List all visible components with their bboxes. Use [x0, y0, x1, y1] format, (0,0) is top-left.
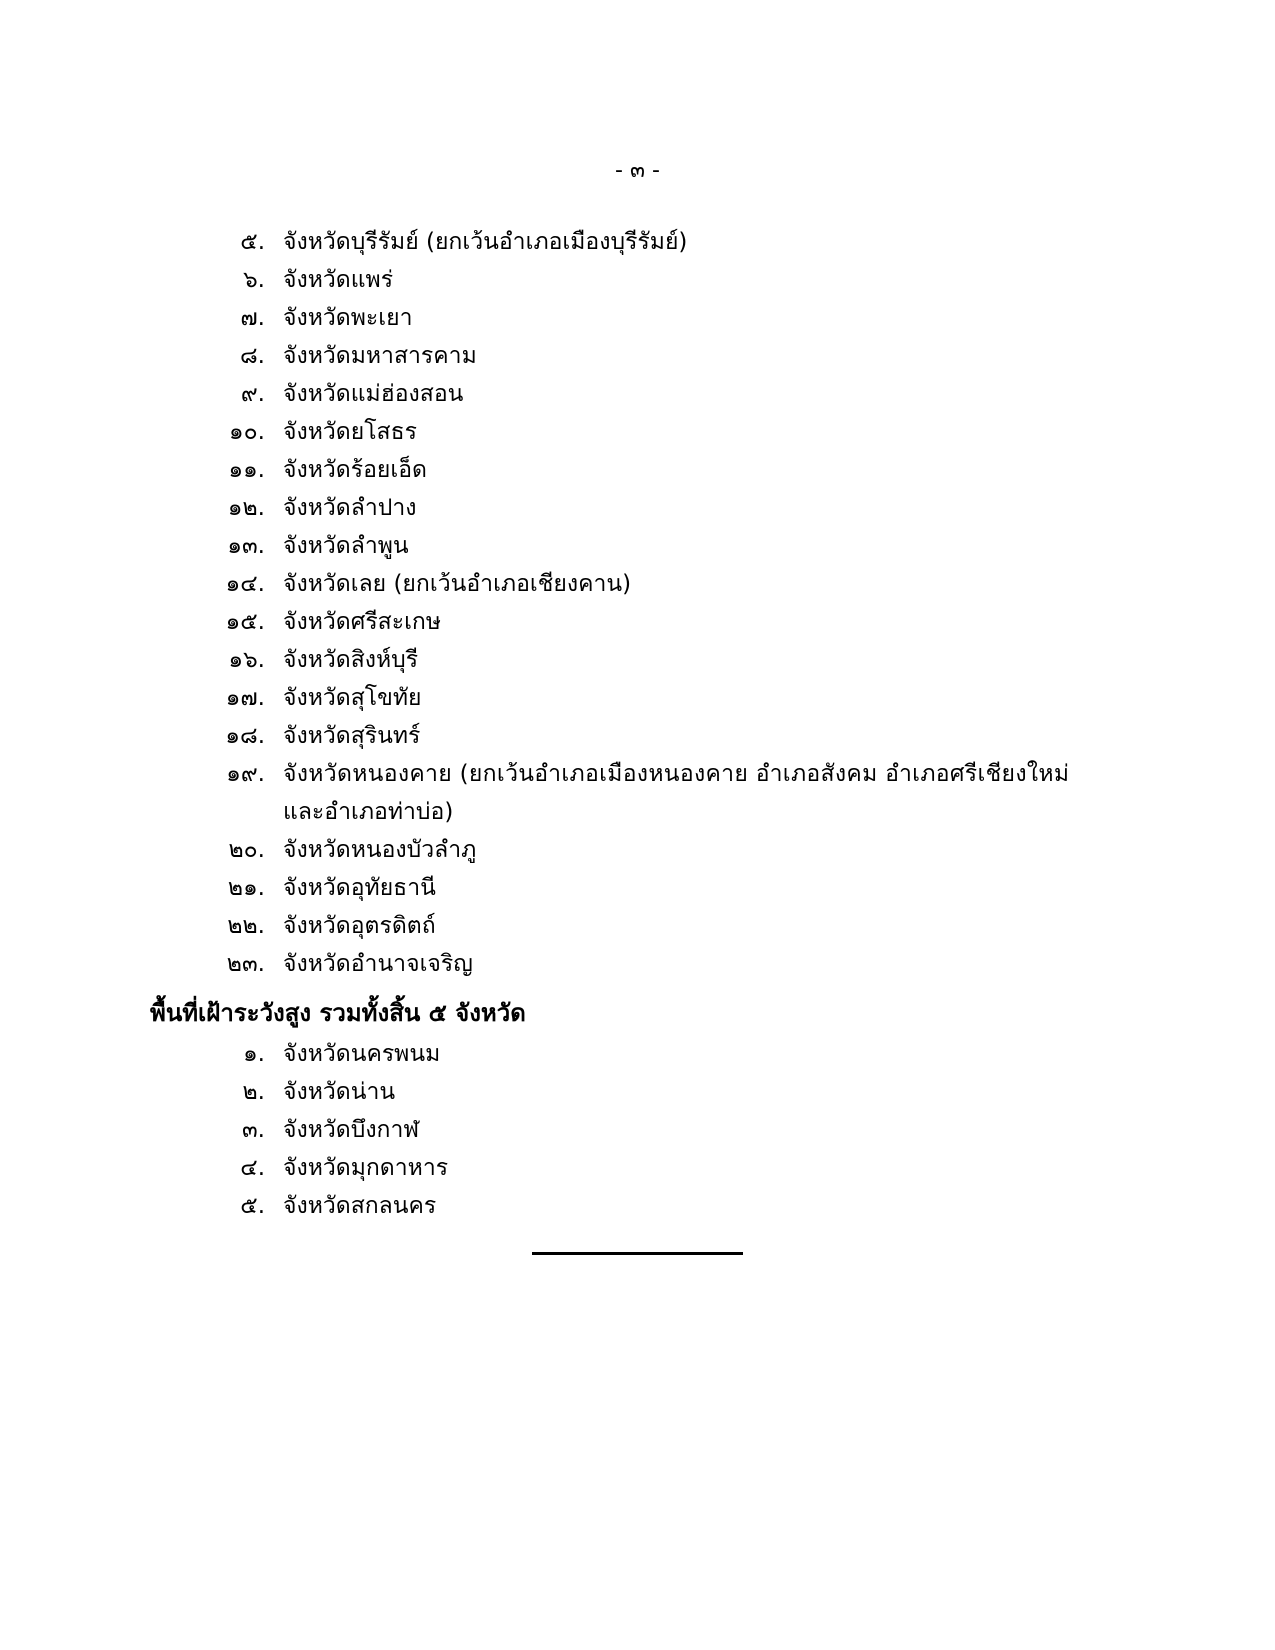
item-text: จังหวัดแม่ฮ่องสอน: [283, 381, 464, 407]
item-number: ๑๙.: [226, 761, 265, 787]
item-number: ๑.: [243, 1041, 265, 1067]
item-number: ๑๖.: [228, 647, 265, 673]
item-number: ๑๘.: [225, 723, 265, 749]
item-text: จังหวัดอุทัยธานี: [283, 875, 436, 901]
item-text: จังหวัดสุโขทัย: [283, 685, 422, 711]
item-number: ๑๔.: [225, 571, 265, 597]
item-text: จังหวัดลำพูน: [283, 533, 409, 559]
item-text: จังหวัดแพร่: [283, 267, 394, 293]
item-text: จังหวัดสุรินทร์: [283, 723, 421, 749]
item-number: ๕.: [240, 229, 265, 255]
item-number: ๗.: [240, 305, 265, 331]
item-text-continuation: และอำเภอท่าบ่อ): [283, 799, 454, 825]
item-number: ๙.: [240, 381, 265, 407]
item-text: จังหวัดมุกดาหาร: [283, 1155, 449, 1181]
item-number: ๑๓.: [227, 533, 265, 559]
item-text: จังหวัดยโสธร: [283, 419, 417, 445]
item-text: จังหวัดนครพนม: [283, 1041, 441, 1067]
item-text: จังหวัดอำนาจเจริญ: [283, 951, 473, 977]
item-text: จังหวัดอุตรดิตถ์: [283, 913, 436, 939]
item-text: จังหวัดลำปาง: [283, 495, 417, 521]
item-number: ๑๕.: [225, 609, 265, 635]
item-number: ๔.: [240, 1155, 265, 1181]
item-number: ๒๓.: [226, 951, 265, 977]
end-separator-line: [532, 1252, 743, 1255]
item-text: จังหวัดน่าน: [283, 1079, 396, 1105]
item-text: จังหวัดพะเยา: [283, 305, 413, 331]
item-number: ๒๑.: [227, 875, 265, 901]
item-number: ๑๑.: [228, 457, 265, 483]
item-text: จังหวัดบึงกาฬ: [283, 1117, 420, 1143]
item-number: ๑๒.: [227, 495, 265, 521]
item-number: ๑๐.: [229, 419, 265, 445]
item-number: ๒๒.: [227, 913, 265, 939]
item-number: ๘.: [239, 343, 265, 369]
item-number: ๒.: [242, 1079, 265, 1105]
item-text: จังหวัดศรีสะเกษ: [283, 609, 442, 635]
item-text: จังหวัดเลย (ยกเว้นอำเภอเชียงคาน): [283, 571, 632, 597]
item-text: จังหวัดหนองบัวลำภู: [283, 837, 477, 863]
section-heading-high-surveillance: พื้นที่เฝ้าระวังสูง รวมทั้งสิ้น ๕ จังหวัด: [150, 999, 526, 1027]
item-number: ๓.: [241, 1117, 265, 1143]
item-number: ๒๐.: [228, 837, 265, 863]
page-number: - ๓ -: [615, 158, 660, 183]
item-text: จังหวัดสิงห์บุรี: [283, 647, 419, 673]
item-number: ๖.: [243, 267, 265, 293]
item-text: จังหวัดหนองคาย (ยกเว้นอำเภอเมืองหนองคาย อำเภอสังคม อำเภอศรีเชียงใหม่: [283, 761, 1070, 787]
item-text: จังหวัดบุรีรัมย์ (ยกเว้นอำเภอเมืองบุรีรัมย์): [283, 229, 688, 255]
item-number: ๑๗.: [225, 685, 265, 711]
item-number: ๕.: [240, 1193, 265, 1219]
item-text: จังหวัดสกลนคร: [283, 1193, 437, 1219]
item-text: จังหวัดร้อยเอ็ด: [283, 457, 427, 483]
item-text: จังหวัดมหาสารคาม: [283, 343, 477, 369]
